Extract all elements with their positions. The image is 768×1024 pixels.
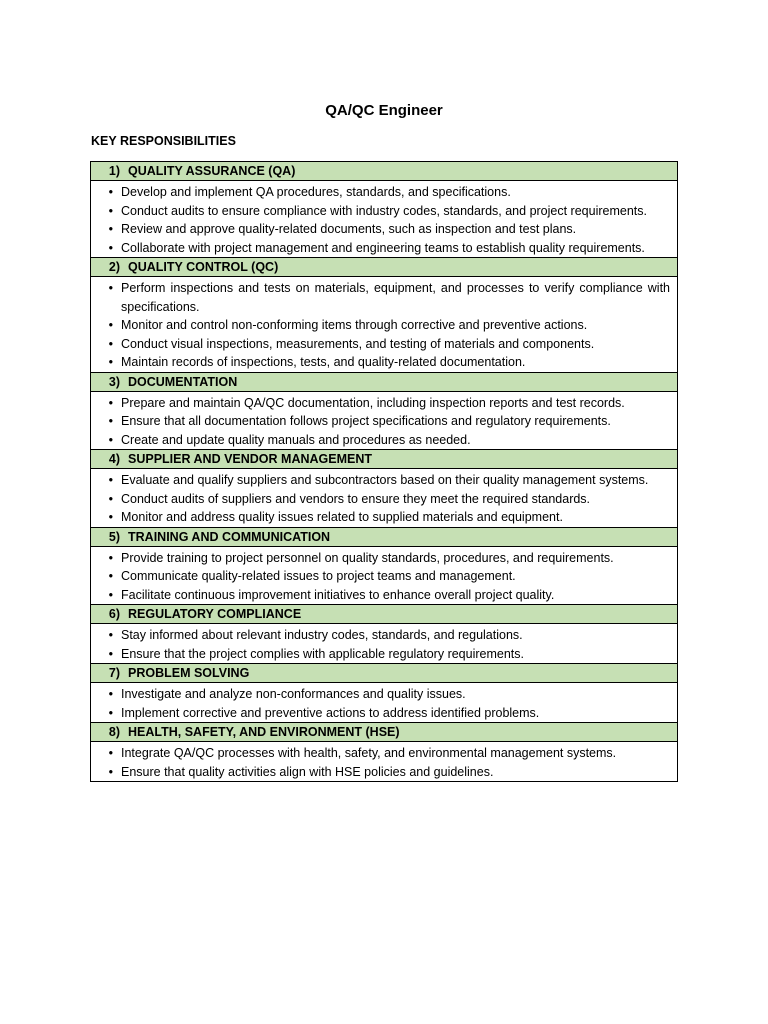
list-item-text: Collaborate with project management and engineering teams to establish quality requirements. [121, 240, 645, 255]
list-item-text: Monitor and address quality issues related to supplied materials and equipment. [121, 510, 563, 524]
list-item-text: Conduct audits to ensure compliance with industry codes, standards, and project requirements. [121, 203, 647, 218]
list-item [91, 183, 677, 202]
bullet-icon: • [108, 510, 113, 524]
page-title: QA/QC Engineer [325, 102, 443, 119]
list-item [91, 586, 677, 605]
bullet-icon: • [108, 432, 113, 447]
bullet-icon: • [108, 587, 113, 602]
list-item-text: Create and update quality manuals and procedures as needed. [121, 432, 471, 447]
list-item-text: Integrate QA/QC processes with health, safety, and environmental management systems. [121, 746, 617, 760]
bullet-icon: • [108, 705, 113, 720]
bullet-icon: • [108, 318, 113, 332]
section-header [91, 373, 677, 392]
list-item-text: Facilitate continuous improvement initiatives to enhance overall project quality. [121, 587, 555, 602]
list-item-text: Stay informed about relevant industry codes, standards, and regulations. [121, 628, 523, 642]
bullet-icon: • [108, 550, 113, 565]
section-heading: REGULATORY COMPLIANCE [128, 607, 302, 621]
bullet-icon: • [108, 687, 113, 701]
list-item [91, 335, 677, 354]
bullet-icon: • [108, 764, 113, 779]
list-item-text: Review and approve quality-related documents, such as inspection and test plans. [121, 222, 577, 236]
section-body [91, 683, 677, 723]
section-body [91, 392, 677, 451]
list-item-text: Prepare and maintain QA/QC documentation, including inspection reports and test records. [121, 395, 625, 410]
bullet-icon: • [108, 240, 113, 255]
section-heading: PROBLEM SOLVING [128, 666, 250, 680]
section-header [91, 528, 677, 547]
section-heading: HEALTH, SAFETY, AND ENVIRONMENT (HSE) [128, 725, 400, 739]
list-item-text: Perform inspections and tests on materials, equipment, and processes to verify compliance with specifications. [121, 281, 670, 314]
list-item-text: Provide training to project personnel on quality standards, procedures, and requirements. [121, 550, 614, 565]
section-body [91, 181, 677, 258]
bullet-icon: • [108, 414, 113, 428]
bullet-icon: • [108, 222, 113, 236]
section-heading: QUALITY ASSURANCE (QA) [128, 164, 296, 178]
section-body [91, 469, 677, 528]
bullet-icon: • [108, 491, 113, 506]
bullet-icon: • [108, 203, 113, 218]
list-item-text: Evaluate and qualify suppliers and subcontractors based on their quality management systems. [121, 473, 649, 487]
section-heading: QUALITY CONTROL (QC) [128, 260, 279, 274]
list-item [91, 220, 677, 239]
section-body [91, 277, 677, 373]
list-item-text: Conduct audits of suppliers and vendors to ensure they meet the required standards. [121, 491, 591, 506]
list-item [91, 431, 677, 450]
list-item-text: Conduct visual inspections, measurements, and testing of materials and components. [121, 336, 595, 351]
list-item-text: Communicate quality-related issues to project teams and management. [121, 569, 516, 583]
bullet-icon: • [108, 569, 113, 583]
list-item [91, 279, 677, 316]
list-item [91, 626, 677, 645]
section-header [91, 162, 677, 181]
section-header [91, 605, 677, 624]
bullet-icon: • [108, 336, 113, 351]
bullet-icon: • [108, 395, 113, 410]
section-number: 1) [108, 164, 120, 178]
list-item [91, 763, 677, 782]
bullet-icon: • [108, 628, 113, 642]
section-header [91, 723, 677, 742]
list-item [91, 471, 677, 490]
section-header [91, 450, 677, 469]
list-item-text: Develop and implement QA procedures, standards, and specifications. [121, 185, 511, 199]
list-item-text: Ensure that all documentation follows project specifications and regulatory requirements. [121, 414, 611, 428]
list-item [91, 202, 677, 221]
list-item [91, 704, 677, 723]
section-body [91, 624, 677, 664]
list-item-text: Ensure that quality activities align with HSE policies and guidelines. [121, 764, 494, 779]
section-heading: TRAINING AND COMMUNICATION [128, 529, 331, 544]
section-number: 8) [108, 725, 120, 739]
section-header [91, 664, 677, 683]
section-number: 2) [108, 260, 120, 274]
bullet-icon: • [108, 746, 113, 760]
bullet-icon: • [108, 473, 113, 487]
list-item [91, 549, 677, 568]
section-body [91, 742, 677, 781]
list-item [91, 685, 677, 704]
section-number: 4) [108, 452, 120, 466]
key-responsibilities-heading: KEY RESPONSIBILITIES [91, 134, 236, 148]
list-item [91, 239, 677, 258]
bullet-icon: • [108, 355, 113, 369]
section-number: 7) [108, 666, 120, 680]
bullet-icon: • [108, 281, 113, 295]
section-heading: SUPPLIER AND VENDOR MANAGEMENT [128, 452, 372, 466]
section-heading: DOCUMENTATION [128, 374, 238, 389]
list-item [91, 394, 677, 413]
list-item-text: Investigate and analyze non-conformances and quality issues. [121, 687, 466, 701]
list-item [91, 412, 677, 431]
section-number: 5) [108, 529, 120, 544]
list-item-text: Implement corrective and preventive actions to address identified problems. [121, 705, 540, 720]
list-item [91, 316, 677, 335]
list-item-text: Ensure that the project complies with applicable regulatory requirements. [121, 646, 524, 661]
list-item [91, 744, 677, 763]
bullet-icon: • [108, 185, 113, 199]
list-item-text: Maintain records of inspections, tests, and quality-related documentation. [121, 355, 526, 369]
list-item [91, 645, 677, 664]
section-body [91, 547, 677, 606]
list-item [91, 567, 677, 586]
bullet-icon: • [108, 646, 113, 661]
section-number: 3) [108, 374, 120, 389]
section-header [91, 258, 677, 277]
section-number: 6) [108, 607, 120, 621]
responsibilities-table [90, 161, 678, 782]
list-item [91, 353, 677, 372]
list-item-text: Monitor and control non-conforming items through corrective and preventive actions. [121, 318, 588, 332]
list-item [91, 490, 677, 509]
list-item [91, 508, 677, 527]
